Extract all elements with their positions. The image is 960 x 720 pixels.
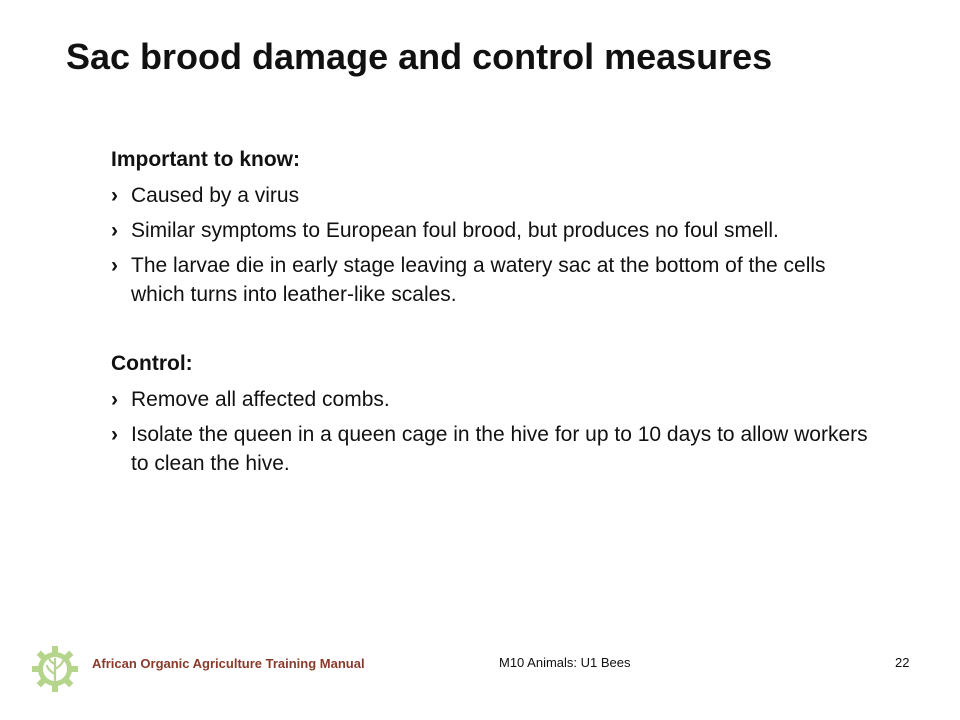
bullet-list-important bbox=[111, 181, 871, 309]
section-heading-important: Important to know: bbox=[111, 148, 300, 171]
list-item bbox=[111, 385, 871, 414]
bullet-list-control bbox=[111, 385, 871, 478]
gear-leaf-logo-icon bbox=[30, 644, 80, 694]
bullet-text: Similar symptoms to European foul brood, but produces no foul smell. bbox=[131, 219, 779, 242]
page-number: 22 bbox=[895, 655, 910, 670]
chevron-right-icon: › bbox=[111, 219, 118, 242]
section-control bbox=[111, 349, 871, 478]
section-heading-control: Control: bbox=[111, 352, 193, 375]
chevron-right-icon: › bbox=[111, 254, 118, 277]
list-item bbox=[111, 251, 871, 309]
section-spacer bbox=[111, 315, 871, 349]
module-label: M10 Animals: U1 Bees bbox=[499, 655, 631, 670]
section-important bbox=[111, 145, 871, 309]
chevron-right-icon: › bbox=[111, 388, 118, 411]
bullet-text: The larvae die in early stage leaving a watery sac at the bottom of the cells which turns into leather-like scales. bbox=[131, 254, 826, 306]
chevron-right-icon: › bbox=[111, 184, 118, 207]
bullet-text: Caused by a virus bbox=[131, 184, 300, 207]
bullet-text: Isolate the queen in a queen cage in the hive for up to 10 days to allow workers to clean the hive. bbox=[131, 423, 868, 475]
manual-title: African Organic Agriculture Training Manual bbox=[92, 656, 365, 671]
list-item bbox=[111, 216, 871, 245]
list-item bbox=[111, 420, 871, 478]
list-item bbox=[111, 181, 871, 210]
bullet-text: Remove all affected combs. bbox=[131, 388, 390, 411]
chevron-right-icon: › bbox=[111, 423, 118, 446]
slide-title: Sac brood damage and control measures bbox=[66, 36, 773, 77]
slide-footer bbox=[0, 640, 960, 700]
slide-content bbox=[111, 145, 871, 484]
